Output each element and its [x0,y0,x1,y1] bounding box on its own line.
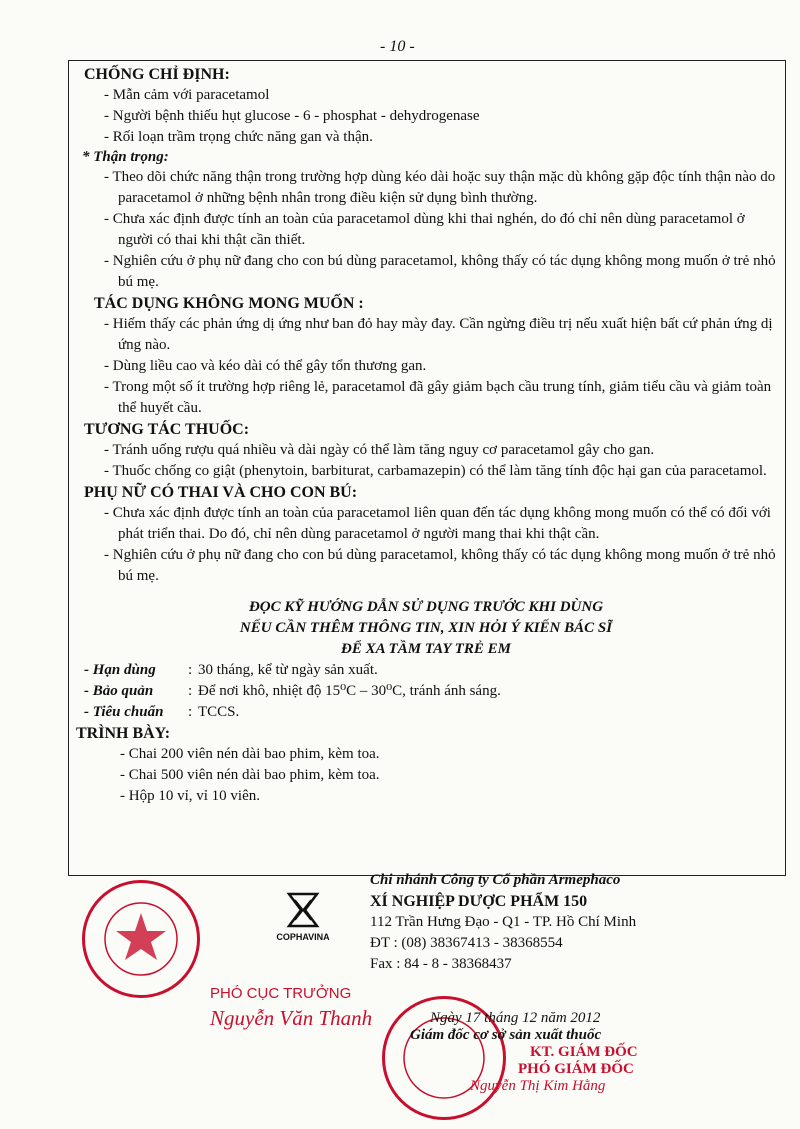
interactions-list [76,440,776,482]
spec-row: - Tiêu chuẩn : TCCS. [84,702,776,723]
interactions-heading: TƯƠNG TÁC THUỐC: [84,421,250,438]
presentation-list [76,744,776,807]
side-effects-heading: TÁC DỤNG KHÔNG MONG MUỐN : [94,295,364,312]
star-icon [85,883,197,995]
list-item: - Thuốc chống co giật (phenytoin, barbiturat, carbamazepin) có thể làm tăng tính độc hại gan của paracetamol. [104,463,767,479]
signature-block-right [400,1010,638,1095]
signer-title: PHÓ CỤC TRƯỞNG [210,985,352,1002]
company-phone: ĐT : (08) 38367413 - 38368554 [370,935,563,951]
spec-value: Để nơi khô, nhiệt độ 15⁰C – 30⁰C, tránh ánh sáng. [198,683,501,699]
presentation-heading: TRÌNH BÀY: [76,725,171,742]
spec-row: - Hạn dùng : 30 tháng, kể từ ngày sản xuất. [84,660,776,681]
list-item: - Rối loạn trầm trọng chức năng gan và thận. [104,129,373,145]
document-body [76,64,776,807]
signature-date: Ngày 17 tháng 12 năm 2012 [430,1010,601,1026]
spec-key: - Tiêu chuẩn [84,704,164,720]
company-fax: Fax : 84 - 8 - 38368437 [370,956,512,972]
signature-role: Giám đốc cơ sở sản xuất thuốc [410,1027,602,1043]
spec-value: TCCS. [198,704,240,720]
spec-row: - Bảo quản : Để nơi khô, nhiệt độ 15⁰C – 30⁰C, tránh ánh sáng. [84,681,776,702]
logo-mark-icon [283,890,323,930]
warning-line: NẾU CẦN THÊM THÔNG TIN, XIN HỎI Ý KIẾN BÁC SĨ [239,620,613,636]
specs-table [76,660,776,723]
precautions-heading: * Thận trọng: [82,149,169,165]
list-item: - Tránh uống rượu quá nhiều và dài ngày có thể làm tăng nguy cơ paracetamol gây cho gan. [104,442,655,458]
pregnancy-heading: PHỤ NỮ CÓ THAI VÀ CHO CON BÚ: [84,484,358,501]
company-branch: Chi nhánh Công ty Cổ phần Armephaco [370,872,621,888]
list-item: - Chưa xác định được tính an toàn của paracetamol dùng khi thai nghén, do đó chỉ nên dùng paracetamol ở người có thai khi thật cần thiết. [104,211,745,248]
list-item: - Người bệnh thiếu hụt glucose - 6 - phosphat - dehydrogenase [104,108,480,124]
list-item: - Nghiên cứu ở phụ nữ đang cho con bú dùng paracetamol, không thấy có tác dụng không mong muốn ở trẻ nhỏ bú mẹ. [104,547,776,584]
contraindications-heading: CHỐNG CHỈ ĐỊNH: [84,66,230,83]
spec-value: 30 tháng, kể từ ngày sản xuất. [198,662,378,678]
logo-text: COPHAVINA [276,932,330,942]
list-item: - Theo dõi chức năng thận trong trường hợp dùng kéo dài hoặc suy thận mặc dù không gặp độc tính thận nào do paracetamol ở những bệnh nhân trong điều kiện sử dụng bình thường. [104,169,776,206]
list-item: - Hộp 10 vỉ, vỉ 10 viên. [120,788,260,804]
company-info [370,870,636,975]
list-item: - Nghiên cứu ở phụ nữ đang cho con bú dùng paracetamol, không thấy có tác dụng không mong muốn ở trẻ nhỏ bú mẹ. [104,253,776,290]
warning-line: ĐỂ XA TẦM TAY TRẺ EM [341,641,511,657]
list-item: - Mẫn cảm với paracetamol [104,87,270,103]
list-item: - Chai 500 viên nén dài bao phim, kèm toa. [120,767,380,783]
signer-name: Nguyễn Văn Thanh [210,1006,373,1030]
list-item: - Dùng liều cao và kéo dài có thể gây tổn thương gan. [104,358,427,374]
company-address: 112 Trần Hưng Đạo - Q1 - TP. Hồ Chí Minh [370,914,637,930]
stamp-title-2: PHÓ GIÁM ĐỐC [518,1061,634,1077]
precautions-list [76,167,776,293]
list-item: - Trong một số ít trường hợp riêng lẻ, paracetamol đã gây giảm bạch cầu trung tính, giảm tiểu cầu và giảm toàn thể huyết cầu. [104,379,772,416]
list-item: - Hiếm thấy các phản ứng dị ứng như ban đỏ hay mày đay. Cần ngừng điều trị nếu xuất hiện bất cứ phản ứng dị ứng nào. [104,316,773,353]
pregnancy-list [76,503,776,587]
signature-block-left [210,985,372,1031]
page-number: - 10 - [380,38,415,55]
official-stamp-left [82,880,200,998]
company-name: XÍ NGHIỆP DƯỢC PHẨM 150 [370,893,588,910]
warning-line: ĐỌC KỸ HƯỚNG DẪN SỬ DỤNG TRƯỚC KHI DÙNG [248,599,604,615]
spec-key: - Bảo quản [84,683,154,699]
side-effects-list [76,314,776,419]
signer-name-right: Nguyễn Thị Kim Hằng [470,1078,606,1094]
stamp-title-1: KT. GIÁM ĐỐC [530,1044,638,1060]
list-item: - Chưa xác định được tính an toàn của paracetamol liên quan đến tác dụng không mong muốn có thể có đối với phát triển thai. Do đó, chỉ nên dùng paracetamol ở người mang thai khi thật cần. [104,505,771,542]
company-logo [268,890,338,942]
contraindications-list [76,85,776,148]
spec-key: - Hạn dùng [84,662,156,678]
list-item: - Chai 200 viên nén dài bao phim, kèm toa. [120,746,380,762]
